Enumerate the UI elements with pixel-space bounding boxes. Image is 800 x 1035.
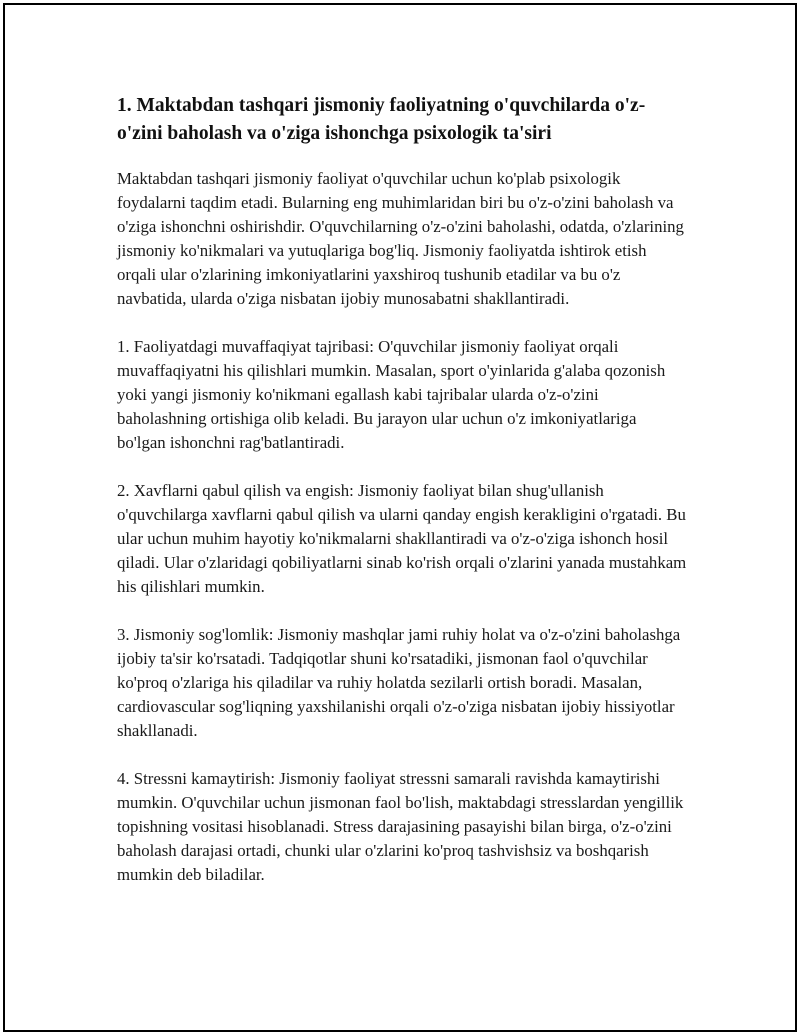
section-heading: 1. Maktabdan tashqari jismoniy faoliyatning o'quvchilarda o'z-o'zini baholash va o'ziga ishonchga psixologik ta'siri: [117, 95, 646, 144]
paragraph-stress-reduction: 4. Stressni kamaytirish: Jismoniy faoliyat stressni samarali ravishda kamaytirishi mumkin. O'quvchilar uchun jismonan faol bo'lish, maktabdagi stresslardan yengillik topishning vositasi hisoblanadi. Stress darajasining pasayishi bilan birga, o'z-o'zini baholash darajasi ortadi, chunki ular o'zlarini ko'proq tashvishsiz va boshqarish mumkin deb biladilar.: [117, 769, 684, 884]
paragraph-success-experience: 1. Faoliyatdagi muvaffaqiyat tajribasi: O'quvchilar jismoniy faoliyat orqali muvaffaqiyatni his qilishlari mumkin. Masalan, sport o'yinlarida g'alaba qozonish yoki yangi jismoniy ko'nikmani egallash kabi tajribalar ularda o'z-o'zini baholashning ortishiga olib keladi. Bu jarayon ular uchun o'z imkoniyatlariga bo'lgan ishonchni rag'batlantiradi.: [117, 337, 666, 452]
document-body: [117, 92, 687, 911]
paragraph-physical-health: 3. Jismoniy sog'lomlik: Jismoniy mashqlar jami ruhiy holat va o'z-o'zini baholashga ijobiy ta'sir ko'rsatadi. Tadqiqotlar shuni ko'rsatadiki, jismonan faol o'quvchilar ko'proq o'zlariga his qiladilar va ruhiy holatda sezilarli ortish boradi. Masalan, cardiovascular sog'liqning yaxshilanishi orqali o'z-o'ziga nisbatan ijobiy hissiyotlar shakllanadi.: [117, 625, 681, 740]
paragraph-risk-taking: 2. Xavflarni qabul qilish va engish: Jismoniy faoliyat bilan shug'ullanish o'quvchilarga xavflarni qabul qilish va ularni qanday engish kerakligini o'rgatadi. Bu ular uchun muhim hayotiy ko'nikmalarni shakllantiradi va o'z-o'ziga ishonch hosil qiladi. Ular o'zlaridagi qobiliyatlarni sinab ko'rish orqali o'zlarini yanada mustahkam his qilishlari mumkin.: [117, 481, 687, 596]
intro-paragraph: Maktabdan tashqari jismoniy faoliyat o'quvchilar uchun ko'plab psixologik foydalarni taqdim etadi. Bularning eng muhimlaridan biri bu o'z-o'zini baholash va o'ziga ishonchni oshirishdir. O'quvchilarning o'z-o'zini baholashi, odatda, o'zlarining jismoniy ko'nikmalari va yutuqlariga bog'liq. Jismoniy faoliyatda ishtirok etish orqali ular o'zlarining imkoniyatlarini yaxshiroq tushunib etadilar va bu o'z navbatida, ularda o'ziga nisbatan ijobiy munosabatni shakllantiradi.: [117, 169, 684, 308]
